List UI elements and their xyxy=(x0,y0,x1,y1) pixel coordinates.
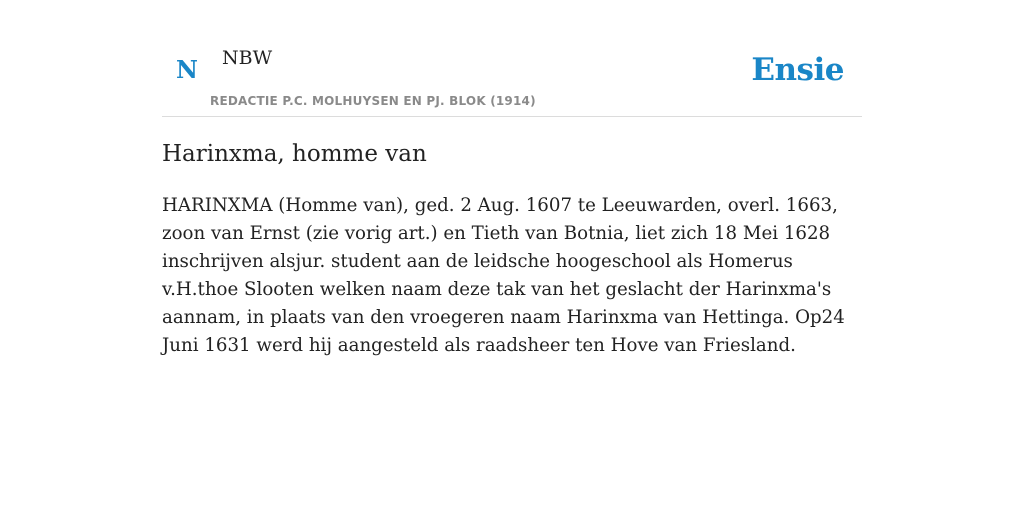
article-title: Harinxma, homme van xyxy=(162,141,427,167)
source-header xyxy=(162,0,862,117)
source-name: NBW xyxy=(222,47,273,69)
article-body: HARINXMA (Homme van), ged. 2 Aug. 1607 te Leeuwarden, overl. 1663, zoon van Ernst (zie vorig art.) en Tieth van Botnia, liet zich 18 Mei 1628 inschrijven alsjur. student aan de leidsche hoogeschool als Homerus v.H.thoe Slooten welken naam deze tak van het geslacht der Harinxma's aannam, in plaats van den vroegeren naam Harinxma van Hettinga. Op24 Juni 1631 werd hij aangesteld als raadsheer ten Hove van Friesland. xyxy=(162,195,845,356)
ensie-brand-link[interactable]: Ensie xyxy=(751,52,844,88)
source-editors: REDACTIE P.C. MOLHUYSEN EN PJ. BLOK (1914) xyxy=(210,94,536,108)
source-logo-link[interactable]: N xyxy=(176,55,198,84)
